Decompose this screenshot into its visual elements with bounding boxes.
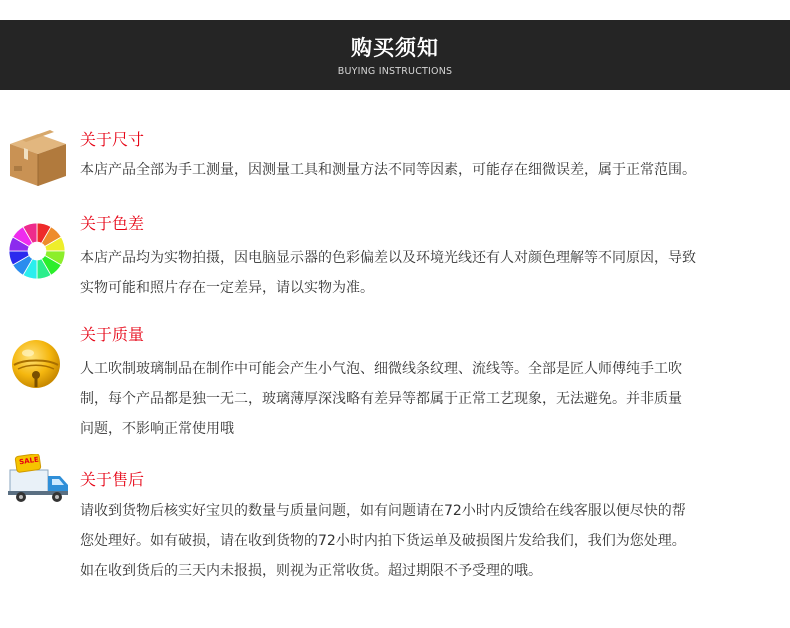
section-body <box>80 354 782 444</box>
section-line: 请收到货物后核实好宝贝的数量与质量问题，如有问题请在72小时内反馈给在线客服以便尽快的帮 <box>80 503 686 519</box>
color-wheel-icon <box>8 222 66 280</box>
section-body <box>80 243 782 303</box>
section-title: 关于质量 <box>80 325 145 344</box>
section-line: 实物可能和照片存在一定差异，请以实物为准。 <box>80 280 374 296</box>
section-line: 您处理好。如有破损，请在收到货物的72小时内拍下货运单及破损图片发给我们，我们为您处理。 <box>80 533 686 549</box>
section-title: 关于售后 <box>80 470 145 489</box>
section-quality <box>0 323 790 443</box>
section-after-sales <box>0 450 790 590</box>
section-body <box>80 496 782 586</box>
page-title: 购买须知 <box>351 36 439 60</box>
cardboard-box-icon <box>6 130 70 188</box>
section-line: 制，每个产品都是独一无二，玻璃薄厚深浅略有差异等都属于正常工艺现象，无法避免。并非质量 <box>80 391 682 407</box>
section-line: 如在收到货后的三天内未报损，则视为正常收货。超过期限不予受理的哦。 <box>80 563 542 579</box>
section-line: 问题，不影响正常使用哦 <box>80 421 234 437</box>
section-title: 关于色差 <box>80 214 145 233</box>
page-subtitle: BUYING INSTRUCTIONS <box>337 66 453 77</box>
section-body <box>80 160 782 180</box>
sale-tag-label: SALE <box>18 455 40 467</box>
section-color <box>0 212 790 302</box>
section-size <box>0 128 790 190</box>
header-banner <box>0 20 790 90</box>
section-line: 本店产品全部为手工测量，因测量工具和测量方法不同等因素，可能存在细微误差，属于正常范围。 <box>80 162 696 178</box>
section-title: 关于尺寸 <box>80 130 145 149</box>
section-line: 本店产品均为实物拍摄，因电脑显示器的色彩偏差以及环境光线还有人对颜色理解等不同原因，导致 <box>80 250 696 266</box>
delivery-truck-icon <box>6 454 70 506</box>
section-line: 人工吹制玻璃制品在制作中可能会产生小气泡、细微线条纹理、流线等。全部是匠人师傅纯手工吹 <box>80 361 682 377</box>
bell-icon <box>8 335 64 391</box>
